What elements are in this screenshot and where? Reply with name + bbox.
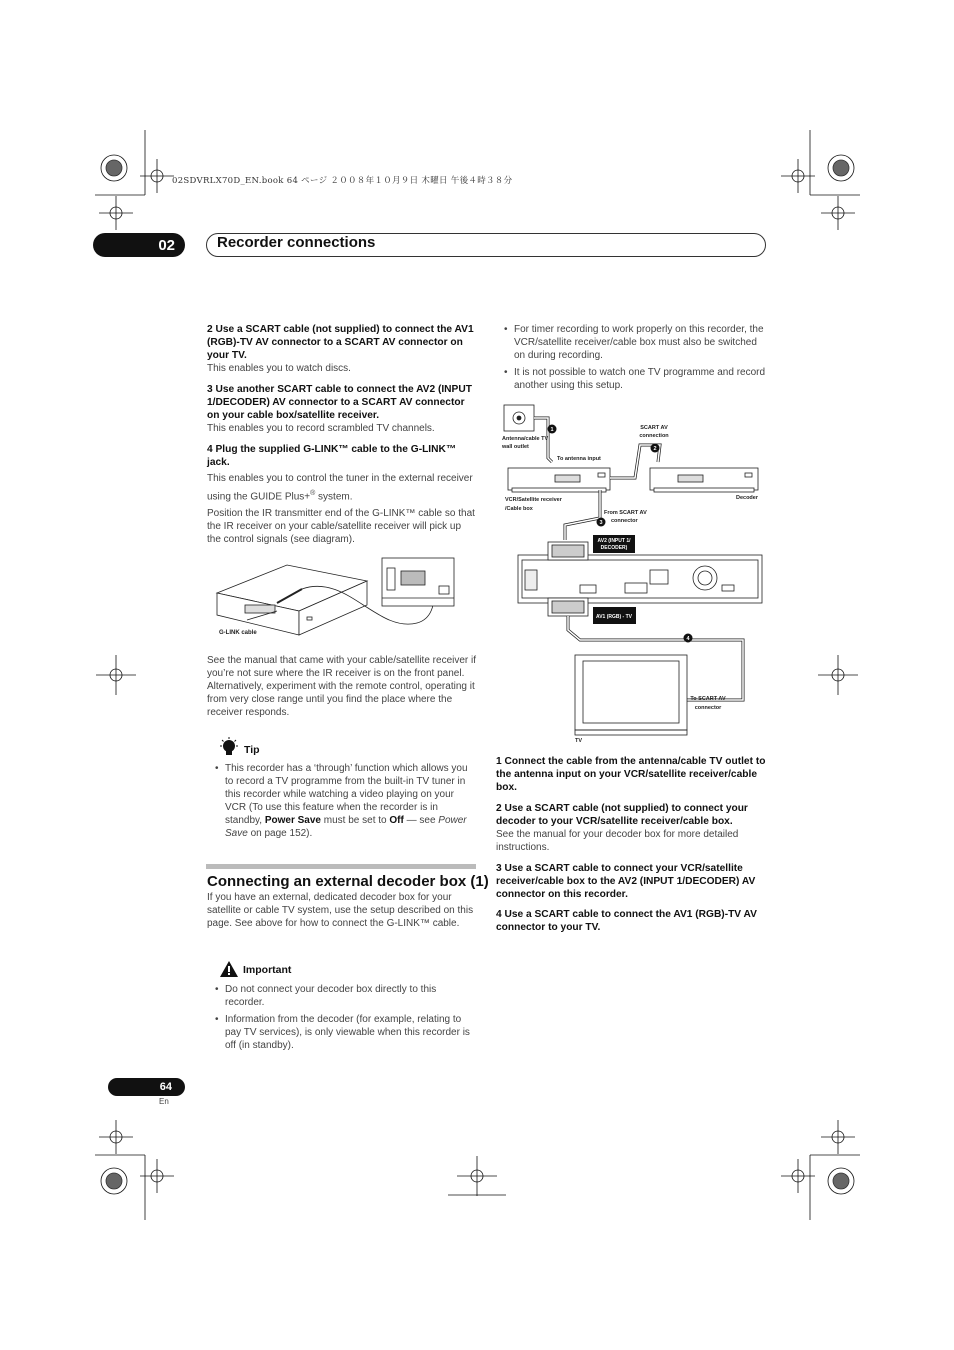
warning-icon <box>219 960 239 978</box>
glink-diagram <box>207 553 457 643</box>
step-number-4: 4 <box>686 636 690 642</box>
right-step-2-body: See the manual for your decoder box for more detailed instructions. <box>496 829 739 853</box>
tip-body <box>215 762 477 840</box>
from-scart-label-2: connector <box>611 518 638 524</box>
section-paragraph: If you have an external, dedicated decoder box for your satellite or cable TV system, use the setup described on this page. See above for how to connect the G-LINK™ cable. <box>207 892 474 929</box>
page-number: 64 <box>159 1081 172 1093</box>
step-4-title: 4 Plug the supplied G-LINK™ cable to the G-LINK™ jack. <box>207 444 457 468</box>
vcr-label-2: /Cable box <box>505 506 533 512</box>
tip-item: • This recorder has a ‘through’ function which allows you to record a TV programme from the built-in TV tuner in this recorder while watching a video playing on your VCR (To use this feature when the recorder is in standby, Power Save must be set to Off — see Power Save on page 152). <box>215 762 477 840</box>
right-bullet-1: • For timer recording to work properly on this recorder, the VCR/satellite receiver/cable box must also be switched on during recording. <box>504 323 768 362</box>
right-column-steps <box>496 755 768 934</box>
step-2-body: This enables you to watch discs. <box>207 363 351 374</box>
wall-outlet-label-2: wall outlet <box>502 444 529 450</box>
right-step-4-title: 4 Use a SCART cable to connect the AV1 (RGB)-TV AV connector to your TV. <box>496 909 757 933</box>
step-number-1: 1 <box>550 427 554 433</box>
left-column-lower <box>207 654 477 719</box>
scart-av-connection-label-1: SCART AV <box>640 425 668 431</box>
decoder-connection-diagram <box>500 400 770 745</box>
manual-paragraph: See the manual that came with your cable/satellite receiver if you’re not sure where the IR receiver is on the front panel. Alternatively, experiment with the remote control, operating it from very close range until you find the place where the receiver responds. <box>207 655 477 718</box>
wall-outlet-label-1: Antenna/cable TV <box>502 436 549 442</box>
right-step-3-title: 3 Use a SCART cable to connect your VCR/satellite receiver/cable box to the AV2 (INPUT 1/DECODER) AV connector on this recorder. <box>496 863 756 900</box>
scart-av-connection-label-2: connection <box>639 433 669 439</box>
step-4-body-1: This enables you to control the tuner in the external receiver using the GUIDE Plus+® system. <box>207 473 473 503</box>
section-heading: Connecting an external decoder box (1) <box>207 873 489 890</box>
right-column-bullets <box>504 323 768 392</box>
step-3-title: 3 Use another SCART cable to connect the AV2 (INPUT 1/DECODER) AV connector to a SCART AV connector on your cable box/satellite receiver. <box>207 384 472 421</box>
right-bullet-2: • It is not possible to watch one TV programme and record another using this setup. <box>504 366 768 392</box>
section-body <box>207 891 477 930</box>
tip-heading: Tip <box>244 743 260 756</box>
av2-label-1: AV2 (INPUT 1/ <box>597 538 631 544</box>
important-heading: Important <box>243 964 292 976</box>
page-number-pill <box>108 1078 185 1096</box>
section-rule <box>206 864 476 869</box>
important-item-2: • Information from the decoder (for example, relating to pay TV services), is only viewable when this recorder is off (in standby). <box>215 1013 477 1052</box>
important-heading-row <box>219 960 291 978</box>
print-header-file-line: 02SDVRLX70D_EN.book 64 ページ ２００８年１０月９日 木曜日 午後４時３８分 <box>172 176 513 186</box>
to-scart-label-2: connector <box>694 705 722 711</box>
step-number-2: 2 <box>653 446 657 452</box>
step-2-title: 2 Use a SCART cable (not supplied) to connect the AV1 (RGB)-TV AV connector to a SCART AV connector on your TV. <box>207 324 474 361</box>
vcr-label-1: VCR/Satellite receiver <box>505 497 562 503</box>
antenna-input-label: To antenna input <box>557 456 601 462</box>
to-scart-label-1: To SCART AV <box>690 696 726 702</box>
language-code: En <box>159 1097 169 1106</box>
from-scart-label-1: From SCART AV <box>604 510 647 516</box>
step-number-3: 3 <box>599 520 603 526</box>
glink-cable-label: G-LINK cable <box>219 630 257 636</box>
av1-label: AV1 (RGB) - TV <box>595 614 633 620</box>
left-column <box>207 323 477 546</box>
lightbulb-icon <box>218 737 240 759</box>
important-body <box>215 983 477 1052</box>
chapter-title: Recorder connections <box>217 234 376 251</box>
chapter-number-pill <box>93 233 185 257</box>
av2-label-2: DECODER) <box>600 545 628 551</box>
step-4-body-2: Position the IR transmitter end of the G-LINK™ cable so that the IR receiver on your cable/satellite receiver will pick up the control signals (see diagram). <box>207 508 475 546</box>
decoder-label: Decoder <box>735 495 758 501</box>
important-item-1: • Do not connect your decoder box directly to this recorder. <box>215 983 477 1009</box>
right-step-1-title: 1 Connect the cable from the antenna/cable TV outlet to the antenna input on your VCR/satellite receiver/cable box. <box>496 756 766 793</box>
chapter-number: 02 <box>158 236 175 254</box>
right-step-2-title: 2 Use a SCART cable (not supplied) to connect your decoder to your VCR/satellite receiver/cable box. <box>496 803 748 827</box>
step-3-body: This enables you to record scrambled TV channels. <box>207 423 435 434</box>
tv-label: TV <box>575 738 583 744</box>
tip-heading-row <box>218 737 260 759</box>
